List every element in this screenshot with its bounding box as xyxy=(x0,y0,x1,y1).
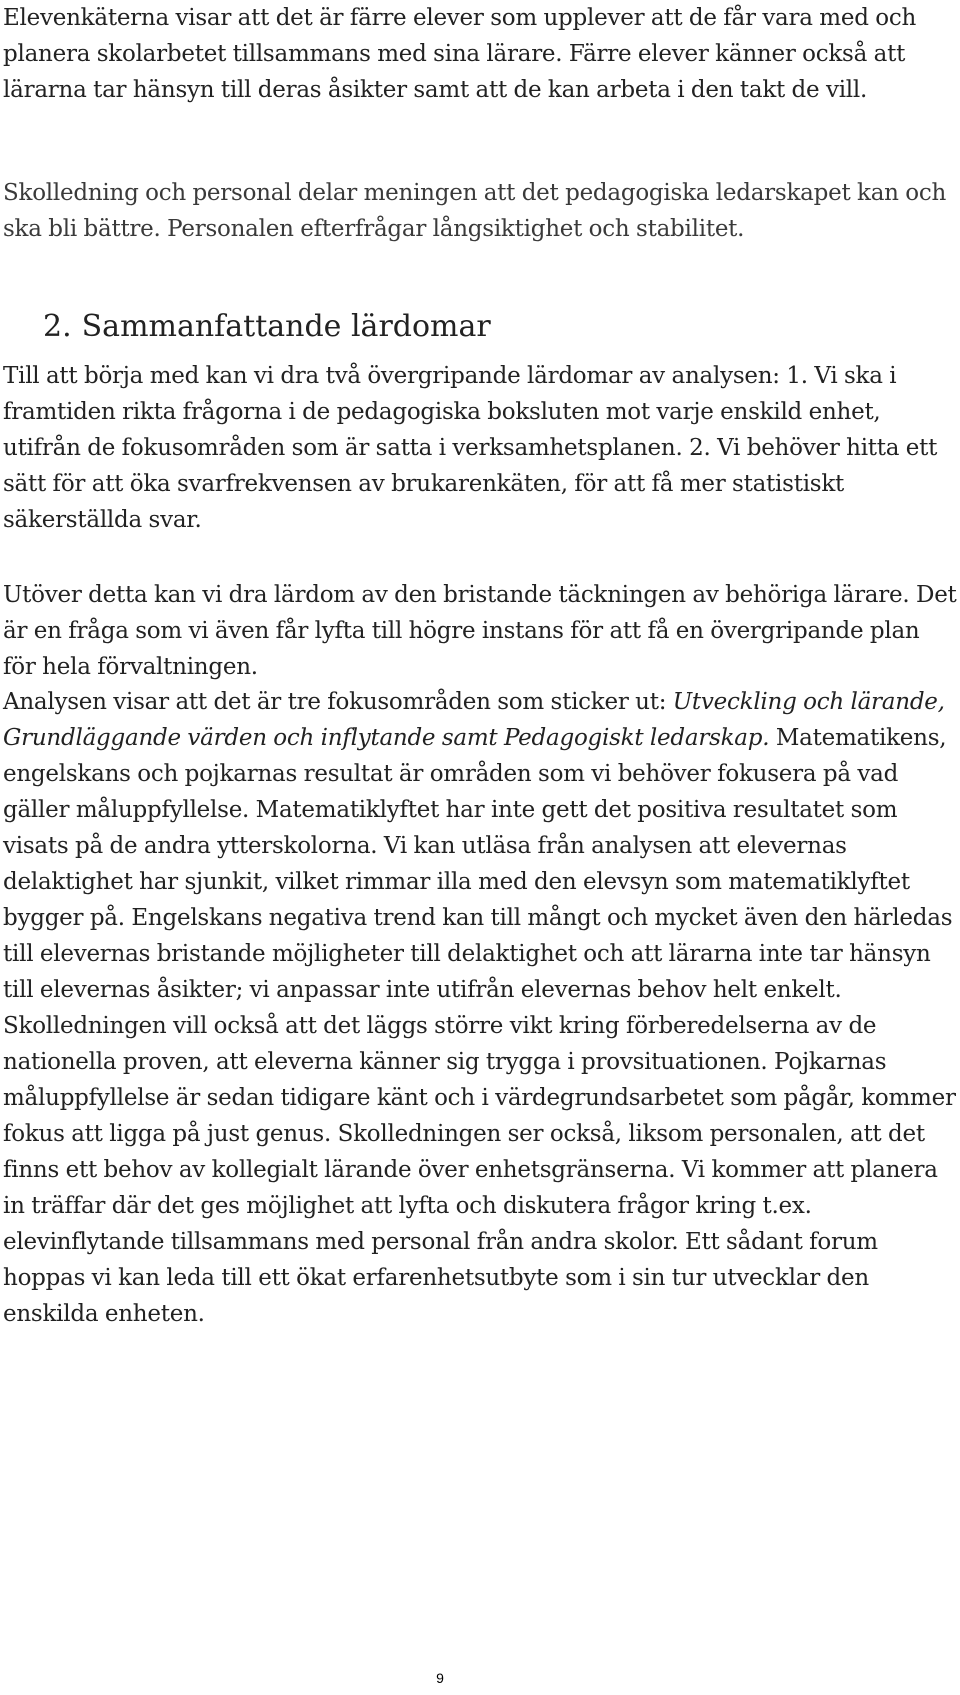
section-heading xyxy=(43,307,491,347)
paragraph-student-survey: Elevenkäterna visar att det är färre elever som upplever att de får vara med och planera skolarbetet tillsammans med sina lärare. Färre elever känner också att lärarna tar hänsyn till deras åsikter samt att de kan arbeta i den takt de vill. xyxy=(3,5,917,103)
paragraph-leadership-sentence-2: Personalen efterfrågar långsiktighet och stabilitet. xyxy=(167,216,745,242)
focus-areas-italic: Utveckling och lärande, Grundläggande värden och inflytande samt Pedagogiskt ledarskap. xyxy=(3,689,945,751)
analysis-intro: Analysen visar att det är tre fokusområden som sticker ut: xyxy=(3,689,673,715)
section-title: Sammanfattande lärdomar xyxy=(81,309,491,344)
section-number: 2. xyxy=(43,309,72,344)
page-number: 9 xyxy=(436,1670,444,1686)
paragraph-leadership-sentence-1: Skolledning och personal delar meningen att det pedagogiska ledarskapet kan och ska bli bättre. xyxy=(3,180,947,242)
paragraph-leadership xyxy=(3,175,958,247)
analysis-body: Matematikens, engelskans och pojkarnas resultat är områden som vi behöver fokusera på vad gäller måluppfyllelse. Matematiklyftet har inte gett det positiva resultatet som visats på de andra ytterskolorna. Vi kan utläsa från analysen att elevernas delaktighet har sjunkit, vilket rimmar illa med den elevsyn som matematiklyftet bygger på. Engelskans negativa trend kan till mångt och mycket även den härledas till elevernas bristande möjligheter till delaktighet och att lärarna inte tar hänsyn till elevernas åsikter; vi anpassar inte utifrån elevernas behov helt enkelt. Skolledningen vill också att det läggs större vikt kring förberedelserna av de nationella proven, att eleverna känner sig trygga i provsituationen. Pojkarnas måluppfyllelse är sedan tidigare känt och i värdegrundsarbetet som pågår, kommer fokus att ligga på just genus. Skolledningen ser också, liksom personalen, att det finns ett behov av kollegialt lärande över enhetsgränserna. Vi kommer att planera in träffar där det ges möjlighet att lyfta och diskutera frågor kring t.ex. elevinflytande tillsammans med personal från andra skolor. Ett sådant forum hoppas vi kan leda till ett ökat erfarenhetsutbyte som i sin tur utvecklar den enskilda enheten. xyxy=(3,725,956,1327)
paragraph-analysis xyxy=(3,684,958,1332)
paragraph-lessons: Till att börja med kan vi dra två övergripande lärdomar av analysen: 1. Vi ska i framtiden rikta frågorna i de pedagogiska boksluten mot varje enskild enhet, utifrån de fokusområden som är satta i verksamhetsplanen. 2. Vi behöver hitta ett sätt för att öka svarfrekvensen av brukarenkäten, för att få mer statistiskt säkerställda svar. xyxy=(3,363,938,533)
paragraph-teacher-coverage: Utöver detta kan vi dra lärdom av den bristande täckningen av behöriga lärare. Det är en fråga som vi även får lyfta till högre instans för att få en övergripande plan för hela förvaltningen. xyxy=(3,582,957,680)
